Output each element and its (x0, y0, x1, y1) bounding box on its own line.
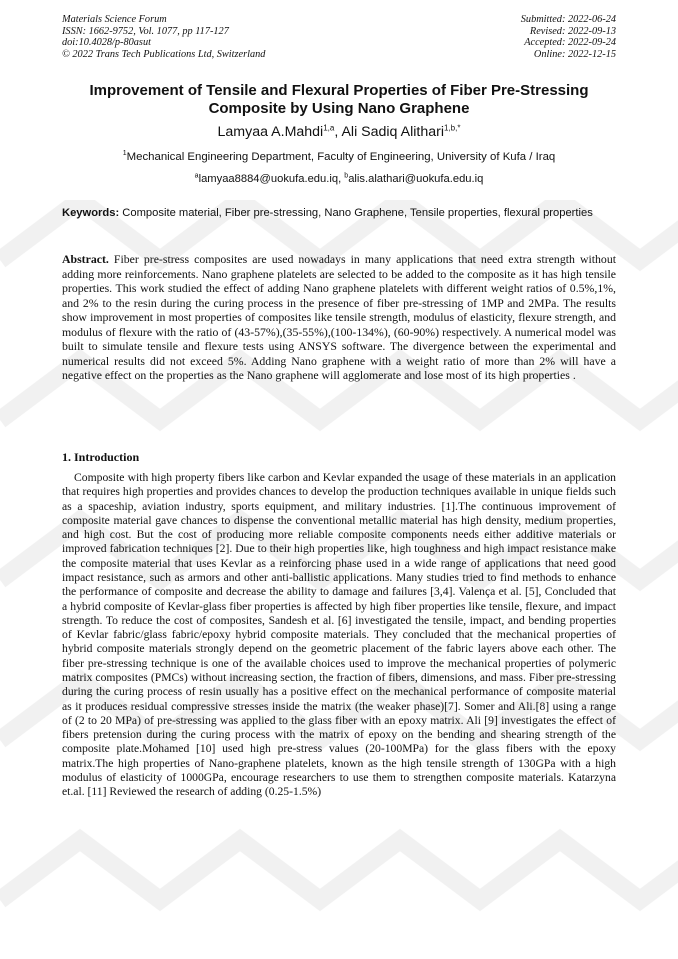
author-name-1: Lamyaa A.Mahdi (217, 124, 324, 140)
email-b[interactable]: alis.alathari@uokufa.edu.iq (348, 173, 484, 185)
author-1-marker: 1,a (323, 123, 335, 133)
affiliation-text: Mechanical Engineering Department, Faculty of Engineering, University of Kufa / Iraq (126, 151, 556, 163)
journal-copyright: © 2022 Trans Tech Publications Ltd, Switzerland (62, 48, 266, 60)
author-2-marker: 1,b,* (443, 123, 461, 133)
publication-dates (356, 14, 616, 60)
date-online: Online: 2022-12-15 (533, 48, 616, 60)
affiliation (62, 150, 616, 164)
keywords-block (62, 206, 616, 220)
keywords-text: Composite material, Fiber pre-stressing, Nano Graphene, Tensile properties, flexural properties (119, 207, 593, 219)
journal-name: Materials Science Forum (62, 14, 167, 25)
date-submitted: Submitted: 2022-06-24 (520, 14, 616, 25)
date-revised: Revised: 2022-09-13 (529, 25, 616, 37)
keywords-label: Keywords: (62, 207, 120, 219)
abstract-text: Fiber pre-stress composites are used nowadays in many applications that need extra strength without adding more reinforcements. Nano graphene platelets are selected to be added to the composite as it has high tensile properties. This work studied the effect of adding Nano graphene platelets with different weight ratios of 0.5%,1%, and 2% to the resin during the curing process in the presence of fiber pre-stressing of 1MP and 2MPa. The results show improvement in most properties of composites like tensile strength, modulus of elasticity, flexure strength, and modulus of flexure with the ratio of (43-57%),(35-55%),(100-134%), (60-90%) respectively. A numerical model was built to simulate tensile and flexure tests using ANSYS software. The divergence between the experimental and numerical results did not exceed 5%. Adding Nano graphene with a weight ratio of more than 2% will have a negative effect on the properties as the Nano graphene will agglomerate and lose most of its high properties . (62, 252, 616, 383)
author-list (62, 124, 616, 141)
email-b-marker: b (344, 172, 349, 180)
journal-info (62, 14, 362, 60)
affiliation-marker: 1 (122, 150, 127, 158)
section-heading-introduction: 1. Introduction (62, 450, 140, 464)
author-name-2: Ali Sadiq Alithari (341, 124, 444, 140)
abstract-label: Abstract. (62, 252, 109, 266)
email-a[interactable]: lamyaa8884@uokufa.edu.iq, (198, 173, 345, 185)
journal-issn: ISSN: 1662-9752, Vol. 1077, pp 117-127 (62, 25, 229, 37)
paper-title: Improvement of Tensile and Flexural Properties of Fiber Pre-Stressing Composite by Using Nano Graphene (89, 82, 589, 117)
journal-doi[interactable]: doi:10.4028/p-80asut (62, 37, 151, 49)
date-accepted: Accepted: 2022-09-24 (524, 37, 616, 49)
abstract-block (62, 252, 616, 383)
author-separator: , (334, 124, 342, 140)
author-emails (62, 172, 616, 186)
introduction-text: Composite with high property fibers like carbon and Kevlar expanded the usage of these materials in an application that requires high properties and provides chances to develop the production techniques available in unique fields such as a spaceship, aviation industry, sports equipment, and military industries. [1].The continuous improvement of composite material gave chances to dispense the conventional metallic material has high density, medium properties, and high cost. But the cost of producing more reliable composite components needs either additive materials or improved fabrication techniques [2]. Due to their high properties like, high toughness and high impact resistance make the composite material that uses Kevlar as a reinforcing phase used in a wide range of applications that need good impact resistance, such as armors and other anti-ballistic applications. Many studies tried to find methods to enhance the performance of composite and decrease the ability to damage and failures [3,4]. Valença et al. [5], Concluded that a hybrid composite of Kevlar-glass fiber properties is affected by high fiber properties like tensile, flexure, and impact strength. To reduce the cost of composites, Sandesh et al. [6] investigated the tensile, impact, and bending properties of Kevlar fabric/glass fabric/epoxy hybrid composite materials. They concluded that the mechanical properties of hybrid composite materials strongly depend on the geometric placement of the fabric layers above each other. The fiber pre-stressing technique is one of the available choices used to improve the mechanical properties of polymeric matrix composites (PMCs) without increasing section, the fraction of fibers, dimensions, and mass. Fiber pre-stressing during the curing process of resin usually has a positive effect on the mechanical performance of composite material as it produces residual compressive stresses inside the matrix (the weaker phase)[7]. Somer and Ali.[8] using a range of (2 to 20 MPa) of pre-stressing was applied to the glass fiber with an epoxy matrix. Ali [9] investigates the effect of fibers pretension during the curing process with the matrix of epoxy on the bending and shearing strength of the composite plate.Mohamed [10] used high pre-stress values (20-100MPa) for the glass fibers with the epoxy matrix.The high properties of Nano-graphene platelets, known as the high tensile strength of 130GPa with a high modulus of elasticity of 1000GPa, encourage researchers to use them to strengthen composite materials. Katarzyna et.al. [11] Reviewed the research of adding (0.25-1.5%) (62, 471, 616, 799)
email-a-marker: a (194, 172, 199, 180)
